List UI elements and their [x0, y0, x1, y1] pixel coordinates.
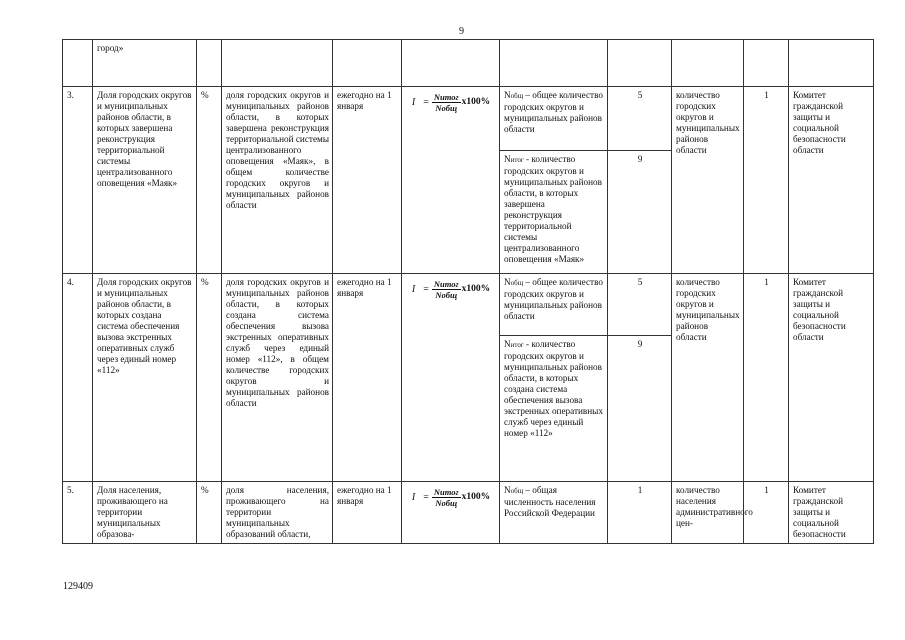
formula: I = $\frac{\text{Nитог}}{\text{Nобщ}}$ x100%	[411, 92, 491, 113]
indicator-formula	[402, 274, 500, 482]
formula-fraction: $\frac{\text{Nитог}}{\text{Nобщ}}$	[433, 487, 459, 508]
cell-unit	[197, 40, 222, 87]
indicator-name: Доля городских округов и муниципальных районов области, в которых создана система обеспечения вызова экстренных оперативных служб через единый номер «112»	[93, 274, 197, 482]
variable-definition: Nобщ – общее количество городских округов и муниципальных районов области	[500, 87, 608, 151]
indicator-definition: доля городских округов и муниципальных районов области, в которых создана система обеспечения вызова экстренных оперативных служб через единый номер «112», в общем количестве городских округов и муниципальных районов области	[222, 274, 333, 482]
table-row	[63, 40, 874, 87]
indicator-period: ежегодно на 1 января	[333, 274, 402, 482]
page-number: 9	[459, 26, 464, 37]
responsible-body: Комитет гражданской защиты и социальной безопасности области	[789, 274, 874, 482]
indicator-period: ежегодно на 1 января	[333, 482, 402, 544]
indicator-unit: %	[197, 482, 222, 544]
variable-definition: Nитог - количество городских округов и муниципальных районов области, в которых завершена реконструкция территориальной системы централизованного оповещения «Маяк»	[500, 151, 608, 274]
table-row	[63, 87, 874, 151]
table-row	[63, 482, 874, 544]
row-number: 5.	[63, 482, 93, 544]
variable-code: 1	[608, 482, 672, 544]
cell-formula	[402, 40, 500, 87]
indicator-unit: %	[197, 87, 222, 274]
cell-responsible	[789, 40, 874, 87]
indicator-unit: %	[197, 274, 222, 482]
indicator-formula	[402, 87, 500, 274]
variable-code: 5	[608, 274, 672, 336]
variable-definition: Nобщ – общая численность населения Российской Федерации	[500, 482, 608, 544]
cell-name: город»	[93, 40, 197, 87]
collection-method: 1	[744, 274, 789, 482]
observation-object: количество населения административного цен-	[672, 482, 744, 544]
cell-observation	[672, 40, 744, 87]
document-code: 129409	[63, 581, 93, 592]
observation-object: количество городских округов и муниципальных районов области	[672, 87, 744, 274]
variable-code: 5	[608, 87, 672, 151]
row-number: 3.	[63, 87, 93, 274]
indicator-definition: доля населения, проживающего на территории муниципальных образований области,	[222, 482, 333, 544]
row-number: 4.	[63, 274, 93, 482]
formula: I = $\frac{\text{Nитог}}{\text{Nобщ}}$ x100%	[411, 279, 491, 300]
cell-period	[333, 40, 402, 87]
cell-code	[608, 40, 672, 87]
variable-code: 9	[608, 151, 672, 274]
indicators-table	[62, 39, 874, 544]
responsible-body: Комитет гражданской защиты и социальной безопасности области	[789, 87, 874, 274]
formula-fraction: $\frac{\text{Nитог}}{\text{Nобщ}}$	[433, 279, 459, 300]
formula: I = $\frac{\text{Nитог}}{\text{Nобщ}}$ x100%	[411, 487, 491, 508]
cell-variables	[500, 40, 608, 87]
indicator-definition: доля городских округов и муниципальных районов области, в которых завершена реконструкция территориальной системы централизованного оповещения «Маяк», в общем количестве городских округов и муниципальных районов области	[222, 87, 333, 274]
variable-definition: Nобщ – общее количество городских округов и муниципальных районов области	[500, 274, 608, 336]
formula-fraction: $\frac{\text{Nитог}}{\text{Nобщ}}$	[433, 92, 459, 113]
cell-num	[63, 40, 93, 87]
indicator-name: Доля городских округов и муниципальных районов области, в которых завершена реконструкция территориальной системы централизованного оповещения «Маяк»	[93, 87, 197, 274]
observation-object: количество городских округов и муниципальных районов области	[672, 274, 744, 482]
responsible-body: Комитет гражданской защиты и социальной безопасности	[789, 482, 874, 544]
cell-definition	[222, 40, 333, 87]
variable-definition: Nитог - количество городских округов и муниципальных районов области, в которых создана система обеспечения вызова экстренных оперативных служб через единый номер «112»	[500, 336, 608, 482]
cell-method	[744, 40, 789, 87]
collection-method: 1	[744, 482, 789, 544]
indicator-period: ежегодно на 1 января	[333, 87, 402, 274]
table-row	[63, 274, 874, 336]
indicator-name: Доля населения, проживающего на территории муниципальных образова-	[93, 482, 197, 544]
indicator-formula	[402, 482, 500, 544]
variable-code: 9	[608, 336, 672, 482]
collection-method: 1	[744, 87, 789, 274]
